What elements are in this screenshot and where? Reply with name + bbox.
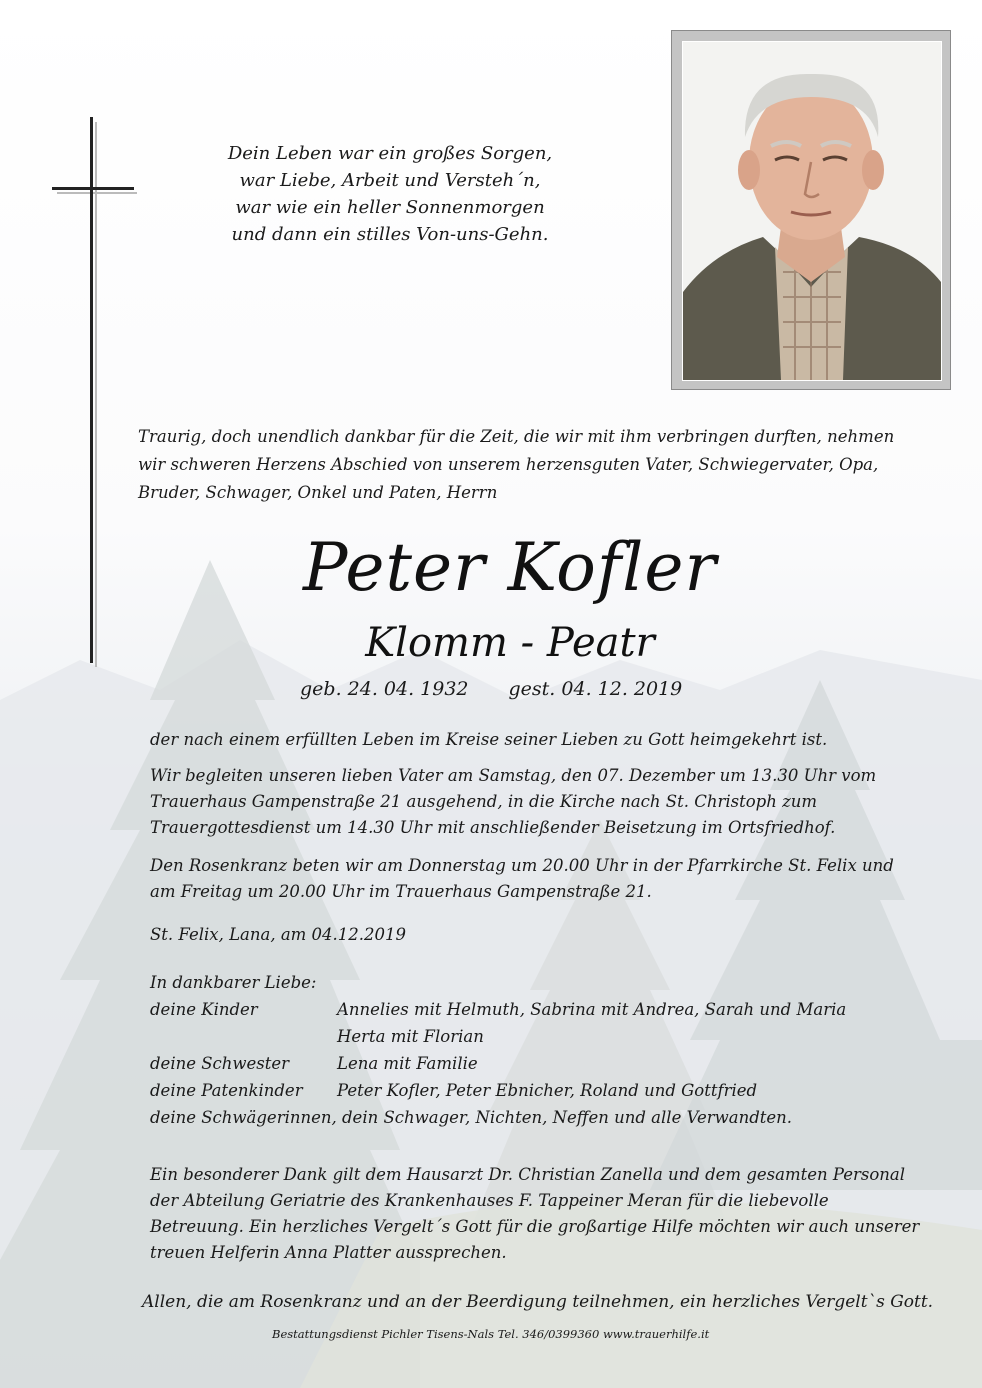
thanks-text: Ein besonderer Dank gilt dem Hausarzt Dr. Christian Zanella und dem gesamten Personal der Abteilung Geriatrie des Krankenhauses F. Tappeiner Meran für die liebevolle Betreuung. Ein herzliches Vergelt´s Gott für die großartige Hilfe möchten wir auch unserer treuen Helferin Anna Platter aussprechen. (150, 1165, 920, 1262)
mourner-row (150, 996, 920, 1023)
mourner-names: Annelies mit Helmuth, Sabrina mit Andrea, Sarah und Maria (337, 1000, 847, 1019)
birth-date: geb. 24. 04. 1932 (300, 678, 469, 700)
poem-line: und dann ein stilles Von-uns-Gehn. (231, 224, 549, 245)
intro-text: Traurig, doch unendlich dankbar für die Zeit, die wir mit ihm verbringen durften, nehmen wir schweren Herzens Abschied von unserem herzensguten Vater, Schwiegervater, Opa, Bruder, Schwager, Onkel und Paten, Herrn (138, 427, 895, 502)
poem-line: war Liebe, Arbeit und Versteh´n, (239, 170, 541, 191)
mourner-row (150, 1050, 920, 1077)
rosary-text: Den Rosenkranz beten wir am Donnerstag um 20.00 Uhr in der Pfarrkirche St. Felix und am Freitag um 20.00 Uhr im Trauerhaus Gampenstraße 21. (150, 856, 894, 901)
funeral-home-footer: Bestattungsdienst Pichler Tisens-Nals Tel. 346/0399360 www.trauerhilfe.it (272, 1327, 710, 1341)
mourners-relatives: deine Schwägerinnen, dein Schwager, Nichten, Neffen und alle Verwandten. (150, 1108, 793, 1127)
place-date: St. Felix, Lana, am 04.12.2019 (150, 925, 407, 944)
deceased-nickname: Klomm - Peatr (365, 620, 655, 666)
poem (190, 140, 590, 248)
after-dates-text: der nach einem erfüllten Leben im Kreise seiner Lieben zu Gott heimgekehrt ist. (150, 730, 828, 749)
deceased-name: Peter Kofler (302, 529, 718, 606)
death-date: gest. 04. 12. 2019 (508, 678, 683, 700)
mourner-names: Peter Kofler, Peter Ebnicher, Roland und Gottfried (337, 1081, 758, 1100)
mourner-role: deine Patenkinder (150, 1081, 303, 1100)
portrait-photo (682, 41, 942, 381)
mourner-row (150, 1077, 920, 1104)
poem-line: war wie ein heller Sonnenmorgen (235, 197, 545, 218)
life-dates (300, 674, 740, 704)
portrait-frame (671, 30, 951, 390)
mourner-role (150, 1023, 337, 1050)
portrait-illustration (683, 42, 941, 380)
cross-shadow-horizontal (57, 192, 137, 194)
funeral-text: Wir begleiten unseren lieben Vater am Samstag, den 07. Dezember um 13.30 Uhr vom Trauerhaus Gampenstraße 21 ausgehend, in die Kirche nach St. Christoph zum Trauergottesdienst um 14.30 Uhr mit anschließender Beisetzung im Ortsfriedhof. (150, 766, 877, 837)
cross-shadow-vertical (95, 122, 97, 667)
mourner-names: Herta mit Florian (337, 1027, 484, 1046)
cross-icon-vertical (90, 117, 93, 663)
mourner-row (150, 1023, 920, 1050)
mourners-heading: In dankbarer Liebe: (150, 973, 317, 992)
mourners-list (150, 996, 920, 1131)
cross-icon-horizontal (52, 187, 134, 190)
poem-line: Dein Leben war ein großes Sorgen, (227, 143, 553, 164)
closing-text: Allen, die am Rosenkranz und an der Beerdigung teilnehmen, ein herzliches Vergelt`s Gott. (142, 1292, 934, 1312)
mourner-names: Lena mit Familie (337, 1054, 478, 1073)
mourner-role: deine Kinder (150, 1000, 258, 1019)
mourner-role: deine Schwester (150, 1054, 290, 1073)
